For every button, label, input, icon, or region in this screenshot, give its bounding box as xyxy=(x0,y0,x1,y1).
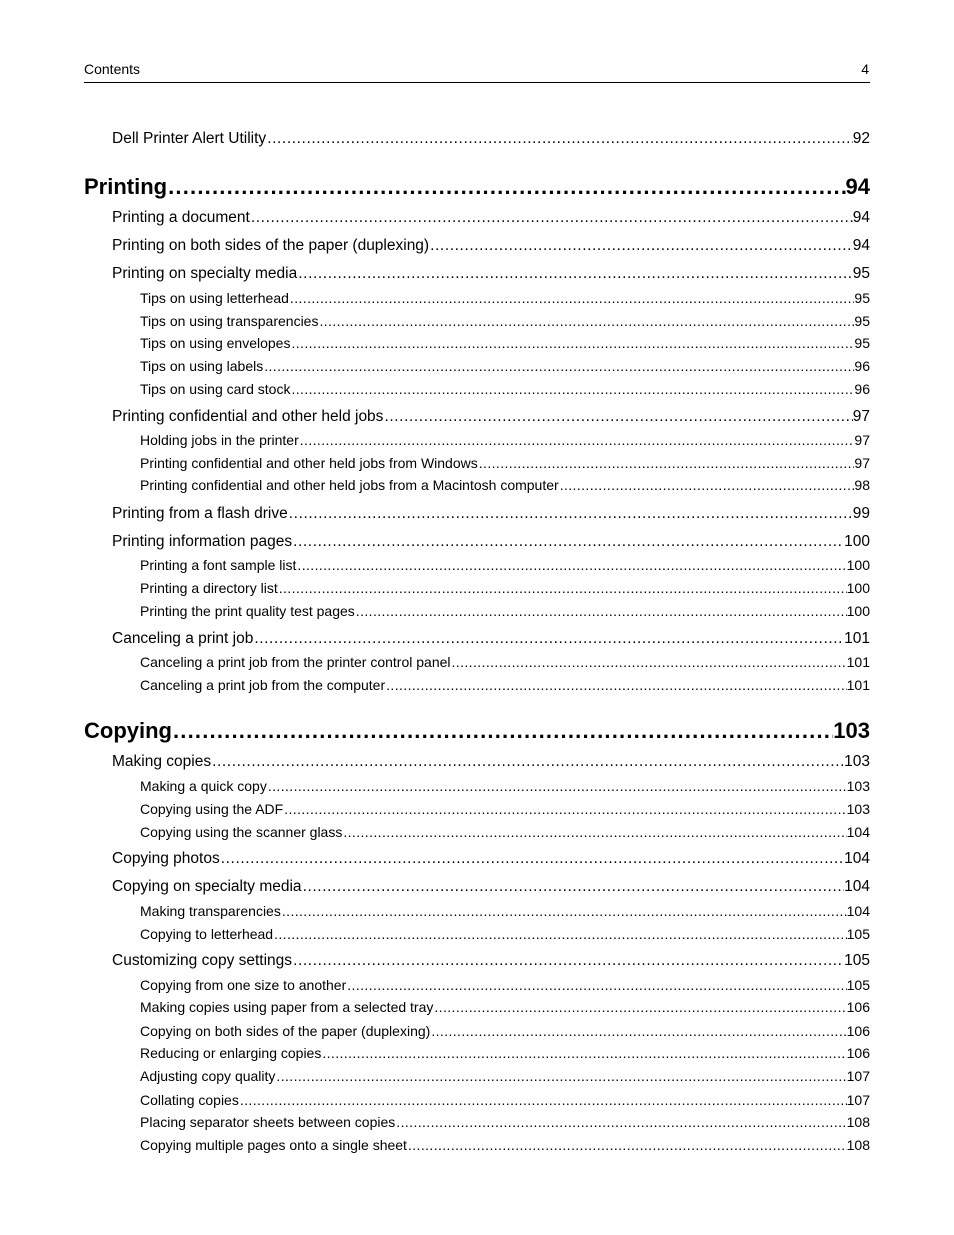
toc-entry-page: 104 xyxy=(844,850,870,867)
toc-entry-page: 94 xyxy=(852,209,870,226)
toc-dot-leader xyxy=(296,557,846,573)
toc-dot-leader xyxy=(451,654,847,670)
toc-entry[interactable] xyxy=(140,557,870,577)
toc-entry-page: 100 xyxy=(844,533,870,550)
toc-dot-leader xyxy=(283,801,846,817)
toc-entry-title: Copying photos xyxy=(112,850,220,867)
toc-dot-leader xyxy=(342,824,846,840)
toc-dot-leader xyxy=(267,778,847,794)
toc-entry-page: 92 xyxy=(852,130,870,147)
toc-entry[interactable] xyxy=(112,505,870,527)
toc-entry[interactable] xyxy=(140,1092,870,1112)
toc-entry-title: Tips on using card stock xyxy=(140,381,291,397)
toc-entry-title: Making copies xyxy=(112,753,212,770)
toc-entry-page: 100 xyxy=(846,557,870,573)
toc-entry[interactable] xyxy=(140,654,870,674)
toc-entry-page: 103 xyxy=(846,801,870,817)
toc-entry-title: Copying on specialty media xyxy=(112,878,302,895)
toc-entry-title: Making transparencies xyxy=(140,903,281,919)
toc-entry-page: 97 xyxy=(854,432,870,448)
toc-entry-page: 94 xyxy=(845,174,870,199)
toc-dot-leader xyxy=(275,1068,846,1084)
toc-entry[interactable] xyxy=(140,603,870,623)
toc-entry-title: Printing xyxy=(84,174,168,199)
toc-entry[interactable] xyxy=(112,408,870,430)
toc-entry[interactable] xyxy=(140,313,870,333)
toc-entry-page: 107 xyxy=(846,1092,870,1108)
toc-entry-page: 95 xyxy=(854,313,870,329)
toc-entry[interactable] xyxy=(140,824,870,844)
toc-dot-leader xyxy=(355,603,847,619)
toc-entry[interactable] xyxy=(140,999,870,1019)
toc-entry[interactable] xyxy=(112,533,870,555)
toc-entry-title: Tips on using labels xyxy=(140,358,264,374)
toc-entry-title: Printing from a flash drive xyxy=(112,505,288,522)
toc-entry[interactable] xyxy=(112,952,870,974)
toc-dot-leader xyxy=(383,408,852,426)
toc-entry-page: 105 xyxy=(846,926,870,942)
toc-entry-title: Printing confidential and other held jobs from a Macintosh computer xyxy=(140,477,559,493)
toc-dot-leader xyxy=(478,455,855,471)
toc-entry-title: Copying from one size to another xyxy=(140,977,347,993)
toc-dot-leader xyxy=(263,358,854,374)
toc-entry-page: 97 xyxy=(852,408,870,425)
toc-entry-title: Copying using the ADF xyxy=(140,801,284,817)
toc-entry-page: 101 xyxy=(844,630,870,647)
toc-entry-title: Copying on both sides of the paper (duplexing) xyxy=(140,1023,431,1039)
toc-dot-leader xyxy=(430,1023,846,1039)
toc-dot-leader xyxy=(395,1114,846,1130)
toc-entry-title: Printing confidential and other held jobs xyxy=(112,408,384,425)
toc-dot-leader xyxy=(253,630,844,648)
toc-entry-page: 101 xyxy=(846,677,870,693)
toc-entry[interactable] xyxy=(140,1023,870,1043)
toc-dot-leader xyxy=(302,878,845,896)
toc-entry-title: Printing the print quality test pages xyxy=(140,603,355,619)
toc-entry-title: Customizing copy settings xyxy=(112,952,293,969)
toc-entry-page: 100 xyxy=(846,580,870,596)
toc-entry-title: Copying xyxy=(84,718,172,743)
toc-entry-page: 105 xyxy=(846,977,870,993)
toc-entry[interactable] xyxy=(112,209,870,231)
toc-entry[interactable] xyxy=(112,630,870,652)
toc-entry-title: Dell Printer Alert Utility xyxy=(112,130,267,147)
toc-entry-title: Printing a document xyxy=(112,209,250,226)
toc-entry-page: 99 xyxy=(852,505,870,522)
toc-chapter-entry[interactable] xyxy=(84,174,870,204)
toc-entry-page: 101 xyxy=(846,654,870,670)
toc-dot-leader xyxy=(385,677,847,693)
toc-entry-title: Copying using the scanner glass xyxy=(140,824,343,840)
toc-entry-title: Placing separator sheets between copies xyxy=(140,1114,396,1130)
toc-entry-title: Printing a directory list xyxy=(140,580,278,596)
toc-entry[interactable] xyxy=(112,850,870,872)
toc-entry-page: 106 xyxy=(846,999,870,1015)
toc-dot-leader xyxy=(407,1137,847,1153)
toc-entry-title: Canceling a print job from the computer xyxy=(140,677,386,693)
toc-dot-leader xyxy=(281,903,847,919)
toc-dot-leader xyxy=(321,1045,846,1061)
page-header xyxy=(84,60,870,83)
toc-entry-page: 96 xyxy=(854,358,870,374)
toc-dot-leader xyxy=(429,237,853,255)
toc-entry-title: Tips on using transparencies xyxy=(140,313,319,329)
toc-entry-page: 103 xyxy=(844,753,870,770)
toc-entry-page: 95 xyxy=(854,290,870,306)
toc-entry[interactable] xyxy=(112,237,870,259)
toc-entry-page: 95 xyxy=(852,265,870,282)
running-header-title: Contents xyxy=(84,61,141,77)
toc-entry-page: 97 xyxy=(854,455,870,471)
toc-entry-title: Reducing or enlarging copies xyxy=(140,1045,322,1061)
toc-dot-leader xyxy=(290,381,854,397)
toc-entry-page: 104 xyxy=(846,903,870,919)
toc-dot-leader xyxy=(273,926,847,942)
toc-entry[interactable] xyxy=(112,753,870,775)
toc-entry-title: Canceling a print job from the printer control panel xyxy=(140,654,451,670)
toc-entry-title: Printing confidential and other held jobs from Windows xyxy=(140,455,478,471)
toc-entry-page: 100 xyxy=(846,603,870,619)
toc-dot-leader xyxy=(239,1092,847,1108)
toc-dot-leader xyxy=(433,999,846,1015)
toc-entry-title: Copying to letterhead xyxy=(140,926,274,942)
toc-entry[interactable] xyxy=(140,580,870,600)
toc-chapter-entry[interactable] xyxy=(84,718,870,748)
toc-entry[interactable] xyxy=(140,677,870,697)
toc-entry-page: 96 xyxy=(854,381,870,397)
toc-dot-leader xyxy=(297,265,853,283)
toc-entry-title: Making a quick copy xyxy=(140,778,267,794)
toc-entry[interactable] xyxy=(140,1137,870,1157)
toc-entry[interactable] xyxy=(140,778,870,798)
toc-entry[interactable] xyxy=(140,290,870,310)
toc-entry-title: Collating copies xyxy=(140,1092,239,1108)
toc-dot-leader xyxy=(318,313,854,329)
toc-entry-title: Printing on specialty media xyxy=(112,265,298,282)
toc-entry-page: 104 xyxy=(846,824,870,840)
toc-entry[interactable] xyxy=(140,926,870,946)
toc-entry-title: Canceling a print job xyxy=(112,630,254,647)
toc-entry[interactable] xyxy=(140,903,870,923)
toc-entry[interactable] xyxy=(140,477,870,497)
toc-entry-page: 104 xyxy=(844,878,870,895)
toc-entry-page: 108 xyxy=(846,1114,870,1130)
toc-entry[interactable] xyxy=(140,335,870,355)
toc-entry-title: Copying multiple pages onto a single sheet xyxy=(140,1137,407,1153)
toc-entry-title: Making copies using paper from a selected tray xyxy=(140,999,434,1015)
toc-dot-leader xyxy=(292,533,844,551)
toc-entry[interactable] xyxy=(140,432,870,452)
toc-dot-leader xyxy=(299,432,855,448)
toc-entry[interactable] xyxy=(112,878,870,900)
toc-dot-leader xyxy=(288,505,853,523)
toc-entry-page: 107 xyxy=(846,1068,870,1084)
toc-entry[interactable] xyxy=(140,358,870,378)
toc-dot-leader xyxy=(250,209,853,227)
toc-dot-leader xyxy=(292,952,844,970)
toc-entry-page: 98 xyxy=(854,477,870,493)
toc-entry-title: Adjusting copy quality xyxy=(140,1068,276,1084)
toc-entry-title: Printing a font sample list xyxy=(140,557,297,573)
toc-entry[interactable] xyxy=(112,265,870,287)
toc-entry-page: 95 xyxy=(854,335,870,351)
toc-dot-leader xyxy=(211,753,844,771)
toc-entry-title: Printing information pages xyxy=(112,533,293,550)
toc-entry-page: 106 xyxy=(846,1023,870,1039)
toc-entry-page: 103 xyxy=(846,778,870,794)
toc-entry[interactable] xyxy=(140,801,870,821)
toc-entry[interactable] xyxy=(140,1045,870,1065)
toc-entry[interactable] xyxy=(140,381,870,401)
toc-dot-leader xyxy=(559,477,855,493)
toc-entry-title: Tips on using letterhead xyxy=(140,290,289,306)
toc-entry-page: 103 xyxy=(833,718,870,743)
toc-dot-leader xyxy=(266,130,853,148)
toc-entry-page: 106 xyxy=(846,1045,870,1061)
toc-dot-leader xyxy=(289,290,855,306)
toc-dot-leader xyxy=(167,174,845,200)
toc-entry-page: 108 xyxy=(846,1137,870,1153)
toc-entry[interactable] xyxy=(140,1068,870,1088)
toc-dot-leader xyxy=(346,977,846,993)
toc-entry-page: 94 xyxy=(852,237,870,254)
toc-entry-title: Printing on both sides of the paper (duplexing) xyxy=(112,237,430,254)
toc-entry[interactable] xyxy=(140,977,870,997)
toc-entry[interactable] xyxy=(140,1114,870,1134)
toc-entry-title: Tips on using envelopes xyxy=(140,335,291,351)
toc-dot-leader xyxy=(290,335,854,351)
toc-entry-page: 105 xyxy=(844,952,870,969)
toc-entry-title: Holding jobs in the printer xyxy=(140,432,299,448)
toc-entry[interactable] xyxy=(112,130,870,152)
toc-dot-leader xyxy=(220,850,844,868)
toc-dot-leader xyxy=(278,580,847,596)
toc-dot-leader xyxy=(172,718,833,744)
toc-entry[interactable] xyxy=(140,455,870,475)
page-number: 4 xyxy=(861,61,869,77)
